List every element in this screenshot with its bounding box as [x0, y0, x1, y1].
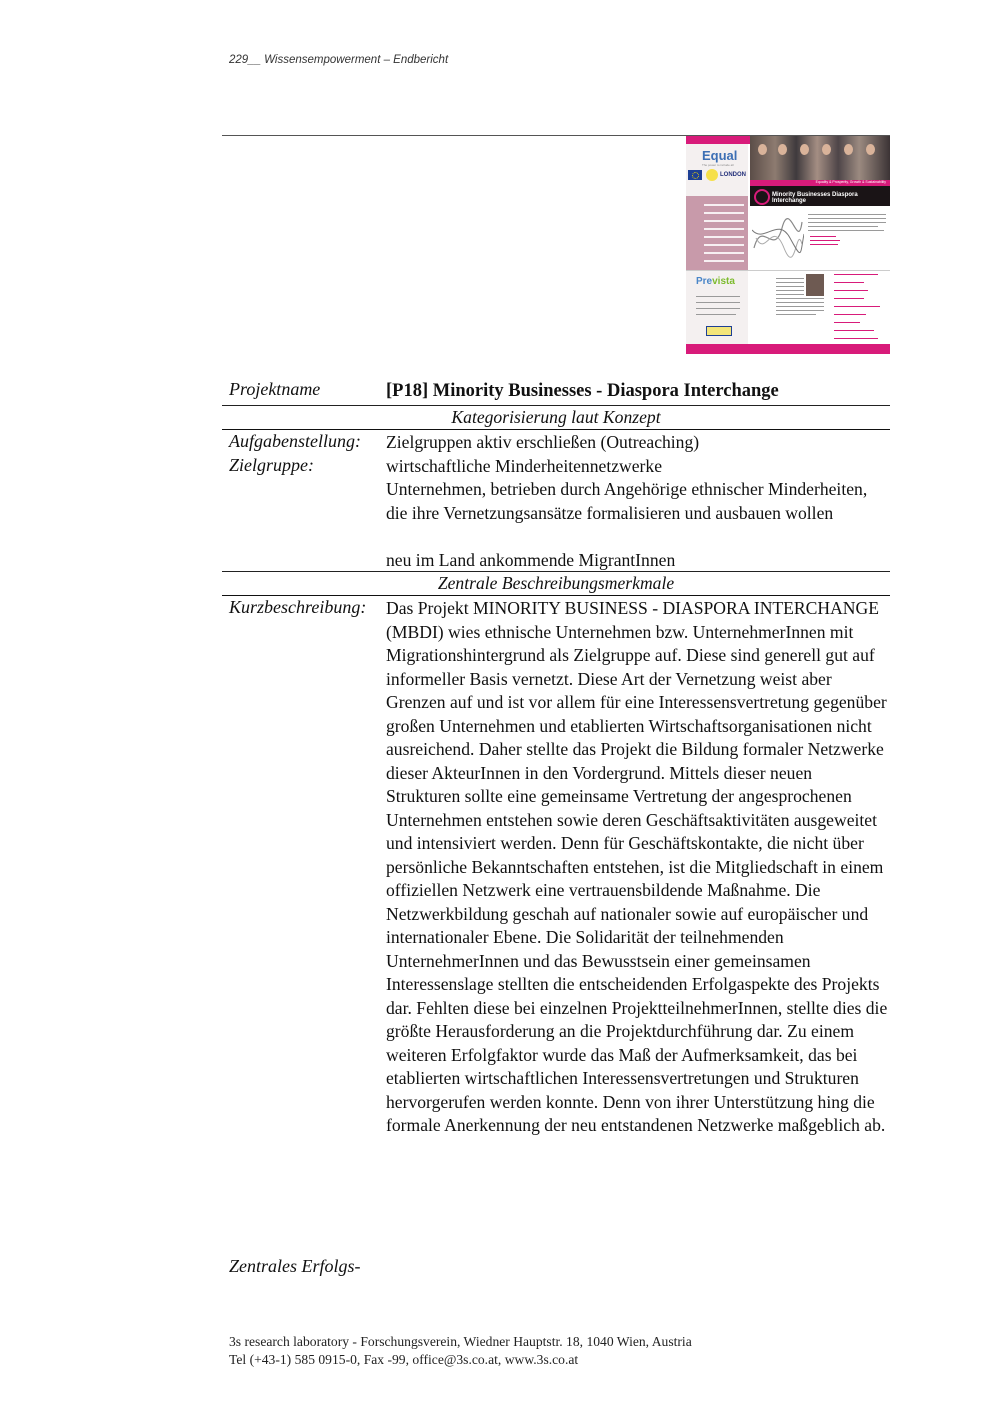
- section-heading-categorization: Kategorisierung laut Konzept: [451, 407, 661, 427]
- group-photo: [750, 136, 890, 182]
- target-group-item: Unternehmen, betrieben durch Angehörige ethnischer Minderheiten, die ihre Vernetzungsansätze formalisieren und ausbauen wollen: [386, 479, 868, 523]
- banner-strip-text: Equality & Prosperity, Growth & Sustainability: [815, 180, 886, 184]
- footer-address: 3s research laboratory - Forschungsverein, Wiedner Hauptstr. 18, 1040 Wien, Austria: [229, 1334, 692, 1349]
- summary-label: Kurzbeschreibung:: [229, 597, 367, 617]
- divider: [222, 405, 890, 406]
- wire-sculpture-image: [752, 208, 804, 266]
- eu-flag-icon: [688, 170, 702, 180]
- thumbnail-divider: [686, 270, 890, 271]
- london-logo-icon: [706, 169, 718, 181]
- website-thumbnail: [686, 136, 890, 354]
- task-value: Zielgruppen aktiv erschließen (Outreaching): [386, 432, 700, 452]
- divider: [222, 429, 890, 430]
- prevista-logo: Prevista: [696, 276, 735, 287]
- divider: [222, 571, 890, 572]
- equal-logo: Equal: [702, 148, 738, 163]
- footer-contact: Tel (+43-1) 585 0915-0, Fax -99, office@3s.co.at, www.3s.co.at: [229, 1351, 579, 1367]
- london-logo-text: LONDON: [720, 172, 746, 178]
- banner-swirl-icon: [754, 189, 770, 205]
- project-title: [P18] Minority Businesses - Diaspora Interchange: [386, 381, 779, 401]
- thumbnail-footer-bar: [686, 344, 890, 354]
- project-name-label: Projektname: [229, 379, 321, 399]
- person-photo: [806, 274, 824, 296]
- thumbnail-banner: [750, 186, 890, 206]
- partner-badge-icon: [706, 326, 732, 336]
- task-label: Aufgabenstellung:: [229, 431, 361, 451]
- banner-title: Minority Businesses Diaspora Interchange: [772, 192, 858, 204]
- running-header: 229__ Wissensempowerment – Endbericht: [229, 54, 449, 66]
- target-group-label: Zielgruppe:: [229, 455, 314, 475]
- page-footer: [229, 1333, 692, 1368]
- divider: [222, 595, 890, 596]
- target-group-item: neu im Land ankommende MigrantInnen: [386, 550, 676, 570]
- summary-text: Das Projekt MINORITY BUSINESS - DIASPORA INTERCHANGE (MBDI) wies ethnische Unternehmen bzw. UnternehmerInnen mit Migrationshintergrund als Zielgruppe auf. Diese sind generell gut auf informeller Basis vernetzt. Diese Art der Vernetzung weist aber Grenzen auf und ist vor allem für eine Interessensvertretung gegenüber großen Unternehmen und etablierten Wirtschaftsorganisationen nicht ausreichend. Daher stellte das Projekt die Bildung formaler Netzwerke dieser AkteurInnen in den Vordergrund. Mittels dieser neuen Strukturen sollte eine gemeinsame Vertretung der angesprochenen Unternehmen entstehen sowie deren Geschäftsaktivitäten ausgeweitet und intensiviert werden. Denn für Geschäftskontakte, die nicht über persönliche Bekanntschaften entstehen, ist die Mitgliedschaft in einem offiziellen Netzwerk eine vertrauensbildende Maßnahme. Die Netzwerkbildung geschah auf nationaler sowie auf europäischer und internationaler Ebene. Die Solidarität der teilnehmenden UnternehmerInnen und das Bewusstsein einer gemeinsamen Interessenslage stellten die entscheidenden Erfolgaspekte des Projekts dar. Fehlten diese bei einzelnen ProjektteilnehmerInnen, stellte dies die größte Herausforderung an die Projektdurchführung dar. Zu einem weiteren Erfolgfaktor wurde das Maß der Aufmerksamkeit, das bei etablierten wirtschaftlichen Interessensvertretungen und Strukturen hervorgerufen werden konnte. Denn von ihrer Unterstützung hing die formale Anerkennung der neu entstandenen Netzwerke maßgeblich ab.: [386, 598, 888, 1135]
- target-group-item: wirtschaftliche Minderheitennetzwerke: [386, 456, 663, 476]
- success-factor-label: Zentrales Erfolgs-: [229, 1256, 361, 1276]
- thumbnail-nav-box: [686, 196, 748, 270]
- equal-logo-tagline: The power to include all: [702, 163, 734, 167]
- section-heading-description: Zentrale Beschreibungsmerkmale: [437, 573, 675, 593]
